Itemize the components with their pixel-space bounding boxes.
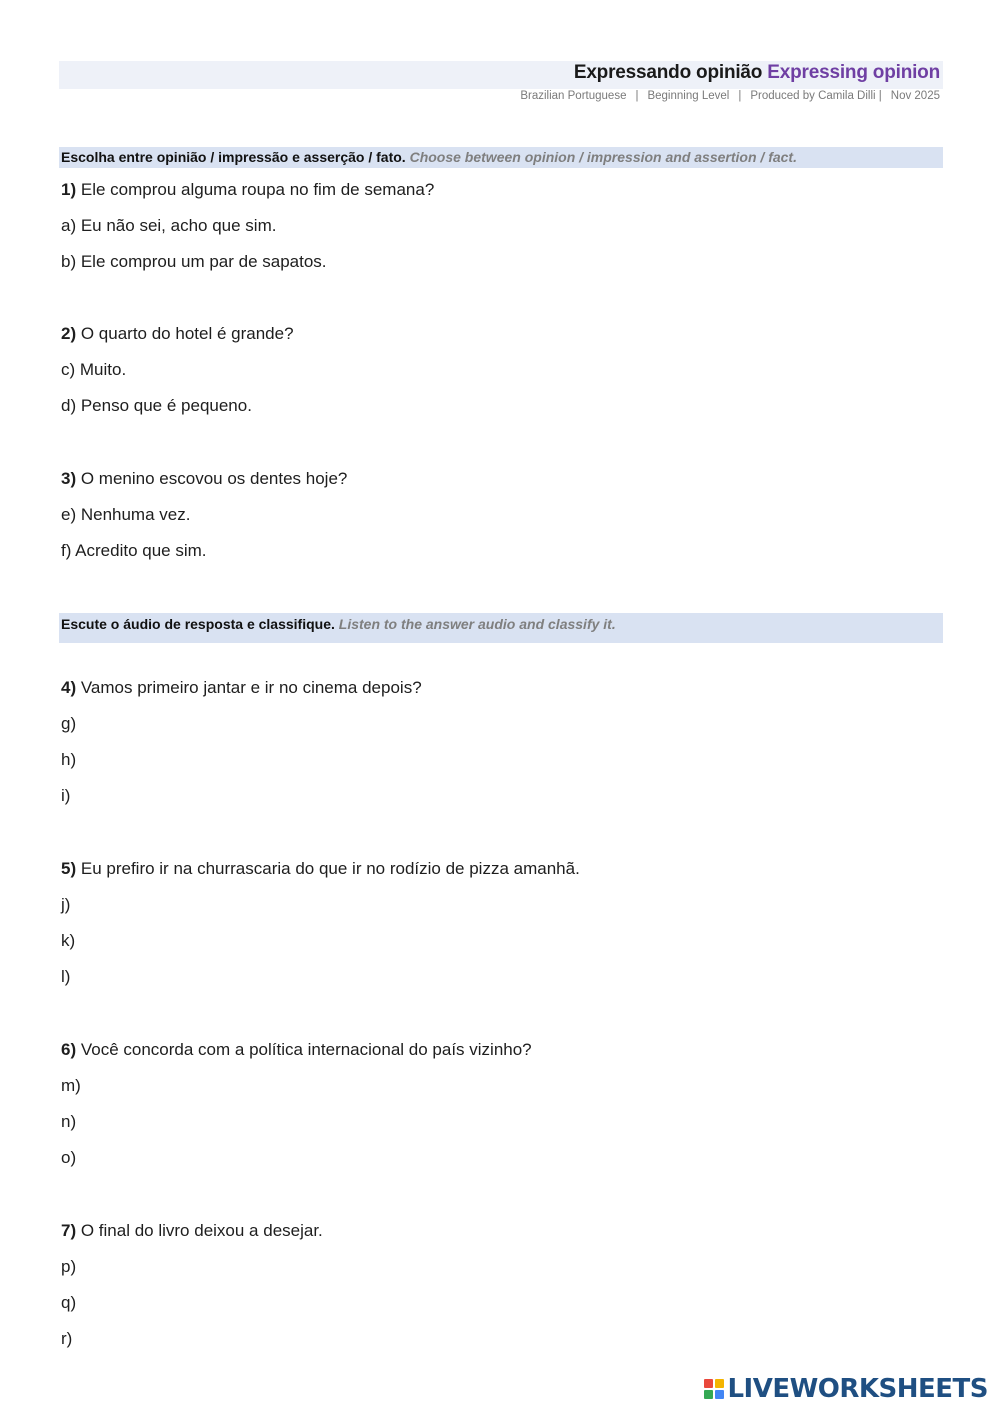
answer-option-n[interactable]: n) (61, 1112, 77, 1131)
answer-option-b: b) Ele comprou um par de sapatos. (61, 252, 327, 271)
question-7 (61, 1221, 323, 1241)
section2-instruction-en: Listen to the answer audio and classify it. (338, 616, 616, 632)
question-number: 3) (61, 469, 77, 488)
question-text: Ele comprou alguma roupa no fim de semana? (80, 180, 435, 199)
question-5 (61, 859, 580, 879)
subtitle-date: Nov 2025 (890, 90, 940, 102)
question-number: 7) (61, 1221, 77, 1240)
answer-option-d: d) Penso que é pequeno. (61, 396, 252, 415)
question-1 (61, 180, 434, 200)
question-number: 4) (61, 678, 77, 697)
answer-option-c: c) Muito. (61, 360, 127, 379)
subtitle-level: Beginning Level (647, 90, 730, 102)
question-4 (61, 678, 422, 698)
subtitle-producer: Produced by Camila Dilli | (750, 90, 882, 102)
answer-option-o[interactable]: o) (61, 1148, 77, 1167)
answer-option-f: f) Acredito que sim. (61, 541, 207, 560)
question-number: 1) (61, 180, 77, 199)
title-english: Expressing opinion (767, 62, 940, 83)
answer-option-l[interactable]: l) (61, 967, 71, 986)
question-6 (61, 1040, 532, 1060)
answer-option-q[interactable]: q) (61, 1293, 77, 1312)
answer-option-g[interactable]: g) (61, 714, 77, 733)
section1-instruction-pt: Escolha entre opinião / impressão e asserção / fato. (61, 149, 406, 165)
title-portuguese: Expressando opinião (573, 62, 763, 83)
answer-option-r[interactable]: r) (61, 1329, 73, 1348)
question-text: O quarto do hotel é grande? (80, 324, 294, 343)
section1-instruction (59, 147, 943, 168)
question-text: Você concorda com a política internacional do país vizinho? (80, 1040, 532, 1059)
page-title (574, 62, 940, 84)
section1-instruction-en: Choose between opinion / impression and assertion / fact. (409, 149, 797, 165)
question-text: O menino escovou os dentes hoje? (80, 469, 348, 488)
answer-option-e: e) Nenhuma vez. (61, 505, 191, 524)
answer-option-i[interactable]: i) (61, 786, 71, 805)
question-text: Vamos primeiro jantar e ir no cinema depois? (80, 678, 422, 697)
question-number: 2) (61, 324, 77, 343)
subtitle-language: Brazilian Portuguese (520, 90, 627, 102)
subtitle-separator: | (738, 90, 742, 102)
question-2 (61, 324, 294, 344)
page-subtitle (520, 90, 940, 102)
answer-option-p[interactable]: p) (61, 1257, 77, 1276)
question-number: 5) (61, 859, 77, 878)
question-text: Eu prefiro ir na churrascaria do que ir no rodízio de pizza amanhã. (80, 859, 580, 878)
section2-instruction-pt: Escute o áudio de resposta e classifique. (61, 616, 335, 632)
question-3 (61, 469, 347, 489)
question-number: 6) (61, 1040, 77, 1059)
logo-blocks-icon (704, 1379, 724, 1399)
question-text: O final do livro deixou a desejar. (80, 1221, 323, 1240)
answer-option-m[interactable]: m) (61, 1076, 81, 1095)
answer-option-k[interactable]: k) (61, 931, 76, 950)
liveworksheets-logo (704, 1374, 988, 1404)
section2-instruction (59, 613, 943, 643)
answer-option-a: a) Eu não sei, acho que sim. (61, 216, 277, 235)
logo-text: LIVEWORKSHEETS (727, 1374, 988, 1404)
answer-option-j[interactable]: j) (61, 895, 71, 914)
subtitle-separator: | (635, 90, 639, 102)
answer-option-h[interactable]: h) (61, 750, 77, 769)
